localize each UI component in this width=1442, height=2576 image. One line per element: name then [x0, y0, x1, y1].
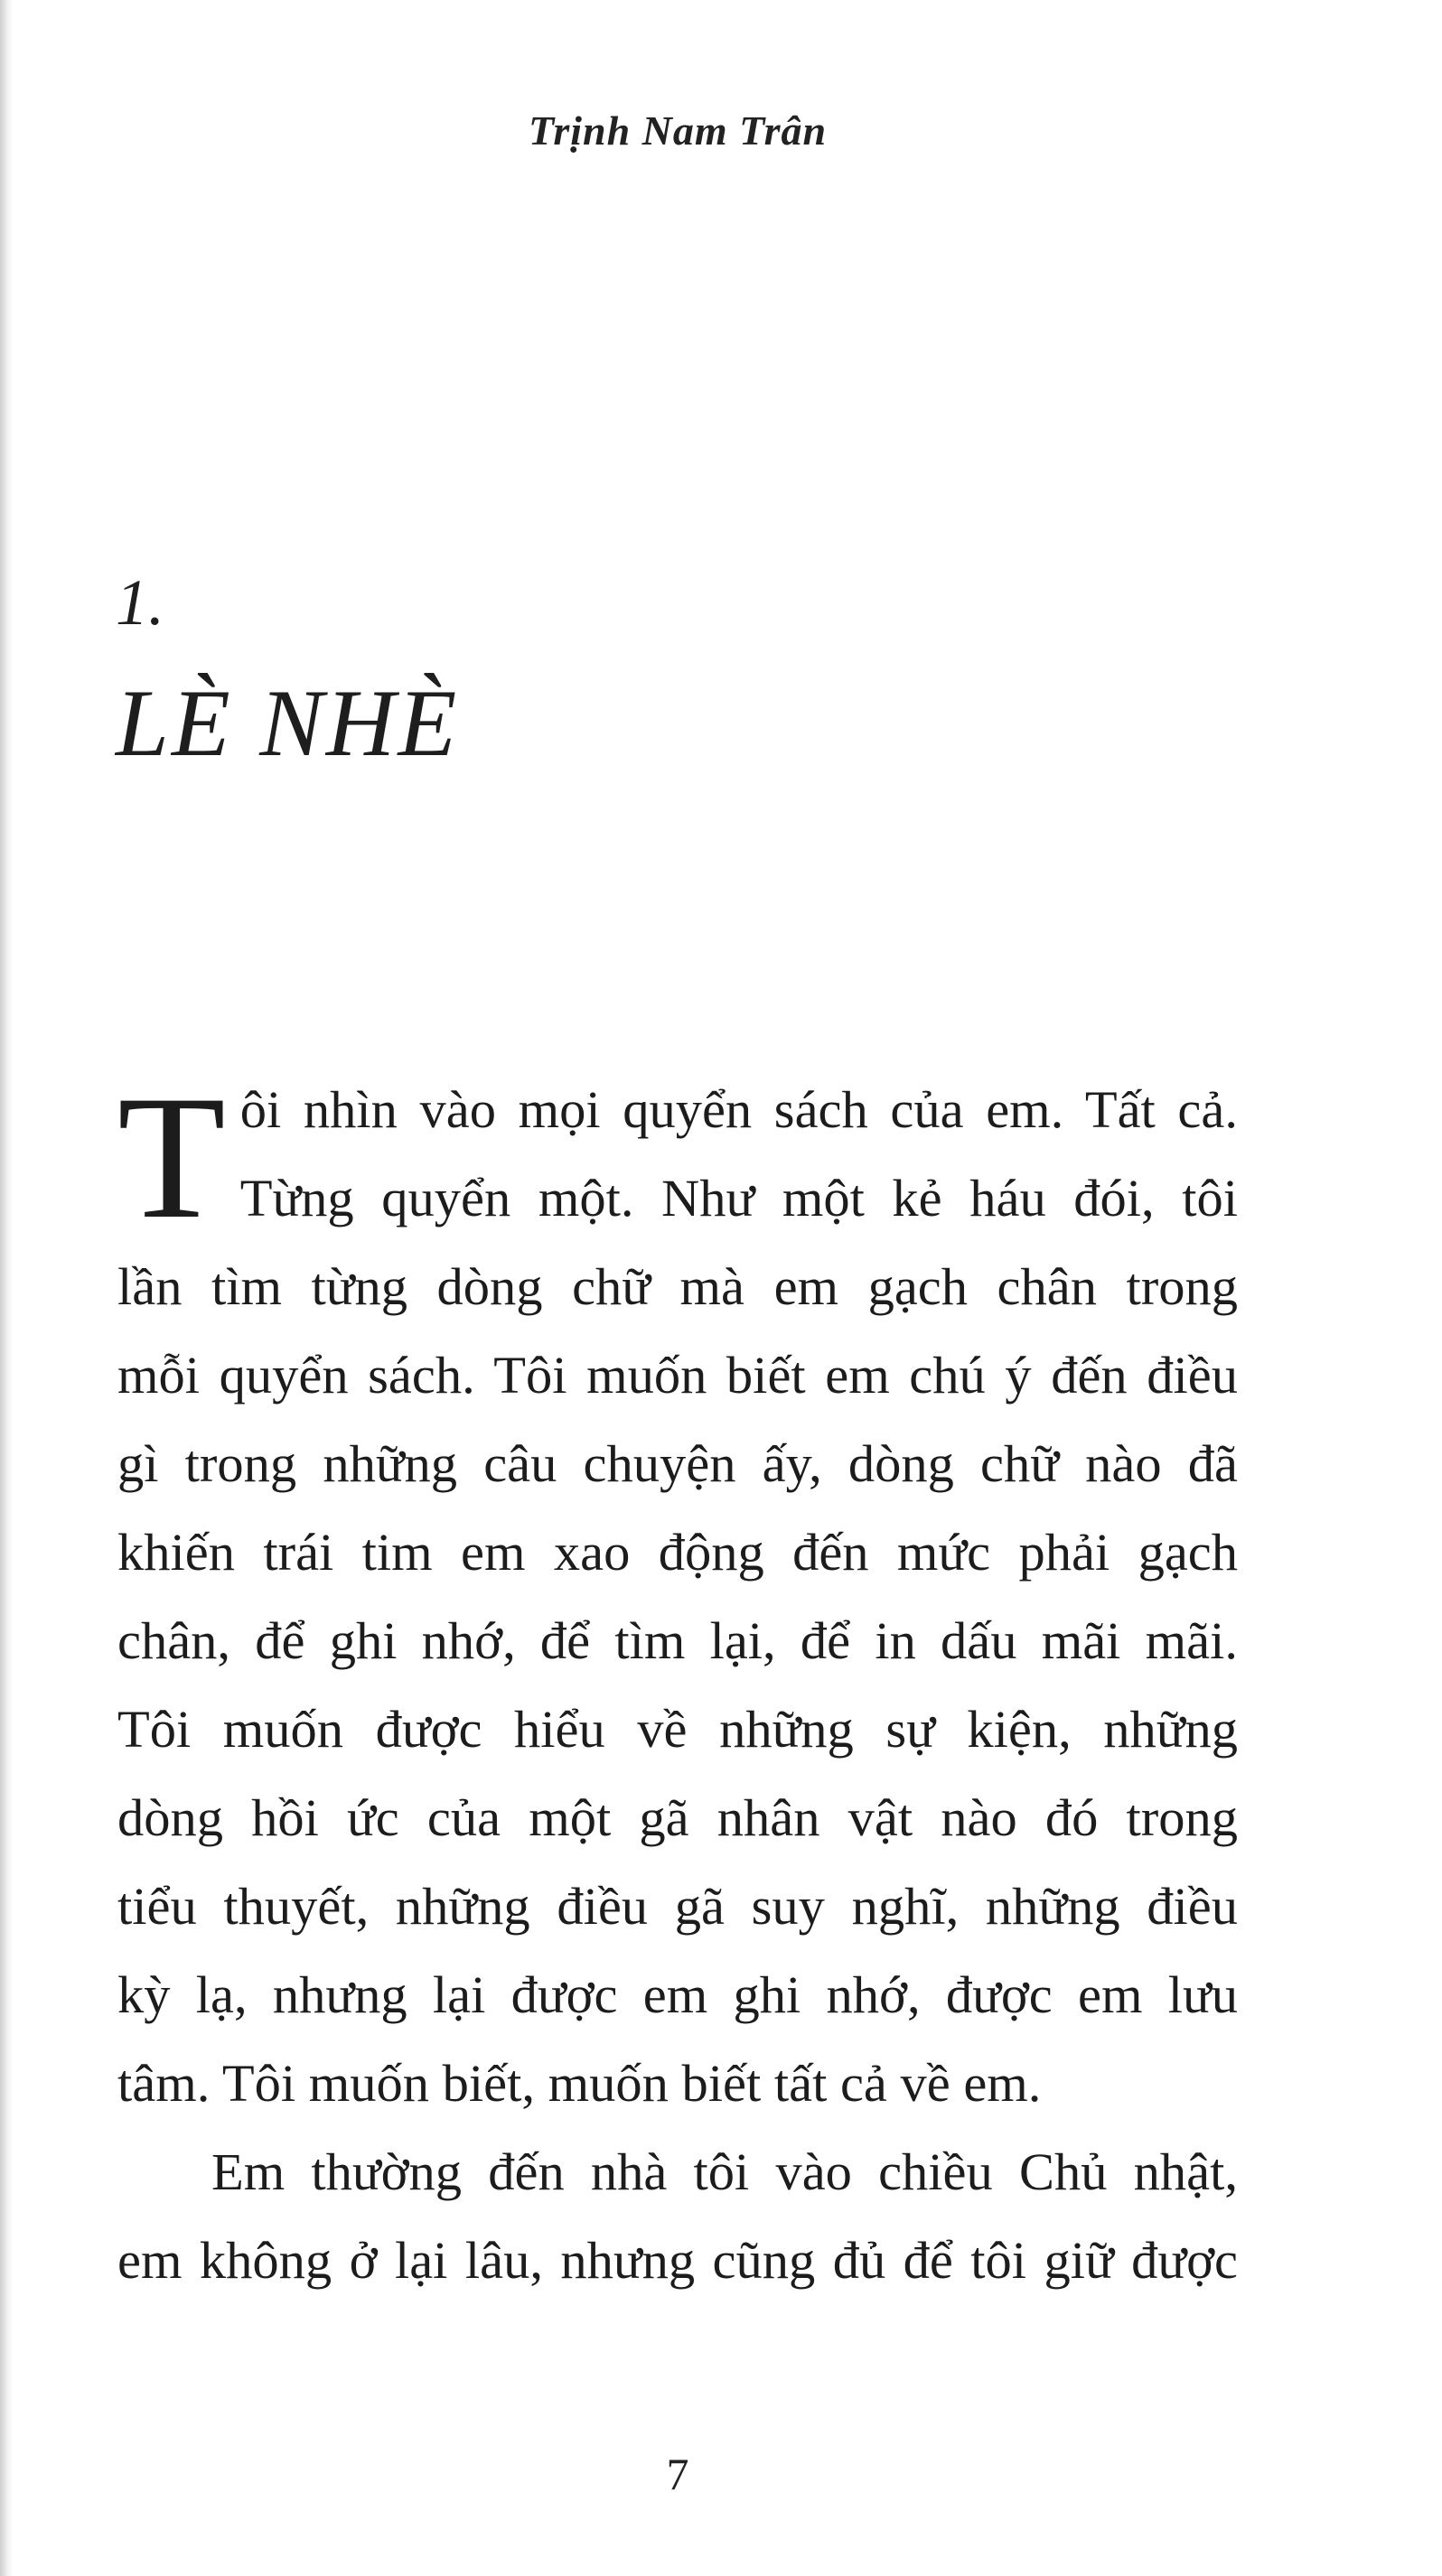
page-number: 7	[666, 2449, 689, 2499]
text-line: gì trong những câu chuyện ấy, dòng chữ nào đã	[117, 1434, 1238, 1493]
text-line: Em thường đến nhà tôi vào chiều Chủ nhật,	[211, 2142, 1238, 2201]
text-line: tiểu thuyết, những điều gã suy nghĩ, những điều	[117, 1877, 1238, 1936]
paragraph-1	[117, 1059, 1238, 2128]
text-line: ôi nhìn vào mọi quyển sách của em. Tất cả.	[239, 1080, 1238, 1139]
paragraph-2	[117, 2128, 1238, 2305]
text-line: Từng quyển một. Như một kẻ háu đói, tôi	[239, 1169, 1238, 1227]
text-line: dòng hồi ức của một gã nhân vật nào đó trong	[117, 1788, 1238, 1847]
body-text	[117, 1059, 1238, 2305]
text-line: lần tìm từng dòng chữ mà em gạch chân trong	[117, 1257, 1238, 1316]
text-line: khiến trái tim em xao động đến mức phải gạch	[117, 1523, 1238, 1582]
text-line: chân, để ghi nhớ, để tìm lại, để in dấu mãi mãi.	[117, 1611, 1238, 1670]
chapter-number: 1.	[116, 566, 164, 639]
text-line: tâm. Tôi muốn biết, muốn biết tất cả về em.	[117, 2054, 1042, 2113]
page-edge-shadow	[0, 0, 13, 2576]
chapter-title: LÈ NHÈ	[116, 670, 460, 776]
text-line: Tôi muốn được hiểu về những sự kiện, những	[117, 1700, 1238, 1759]
text-line: mỗi quyển sách. Tôi muốn biết em chú ý đến điều	[117, 1346, 1238, 1405]
text-line: kỳ lạ, nhưng lại được em ghi nhớ, được em lưu	[117, 1965, 1238, 2024]
text-line: em không ở lại lâu, nhưng cũng đủ để tôi giữ được	[117, 2231, 1238, 2290]
running-head-author: Trịnh Nam Trân	[528, 107, 828, 154]
drop-cap: T	[117, 1059, 226, 1255]
